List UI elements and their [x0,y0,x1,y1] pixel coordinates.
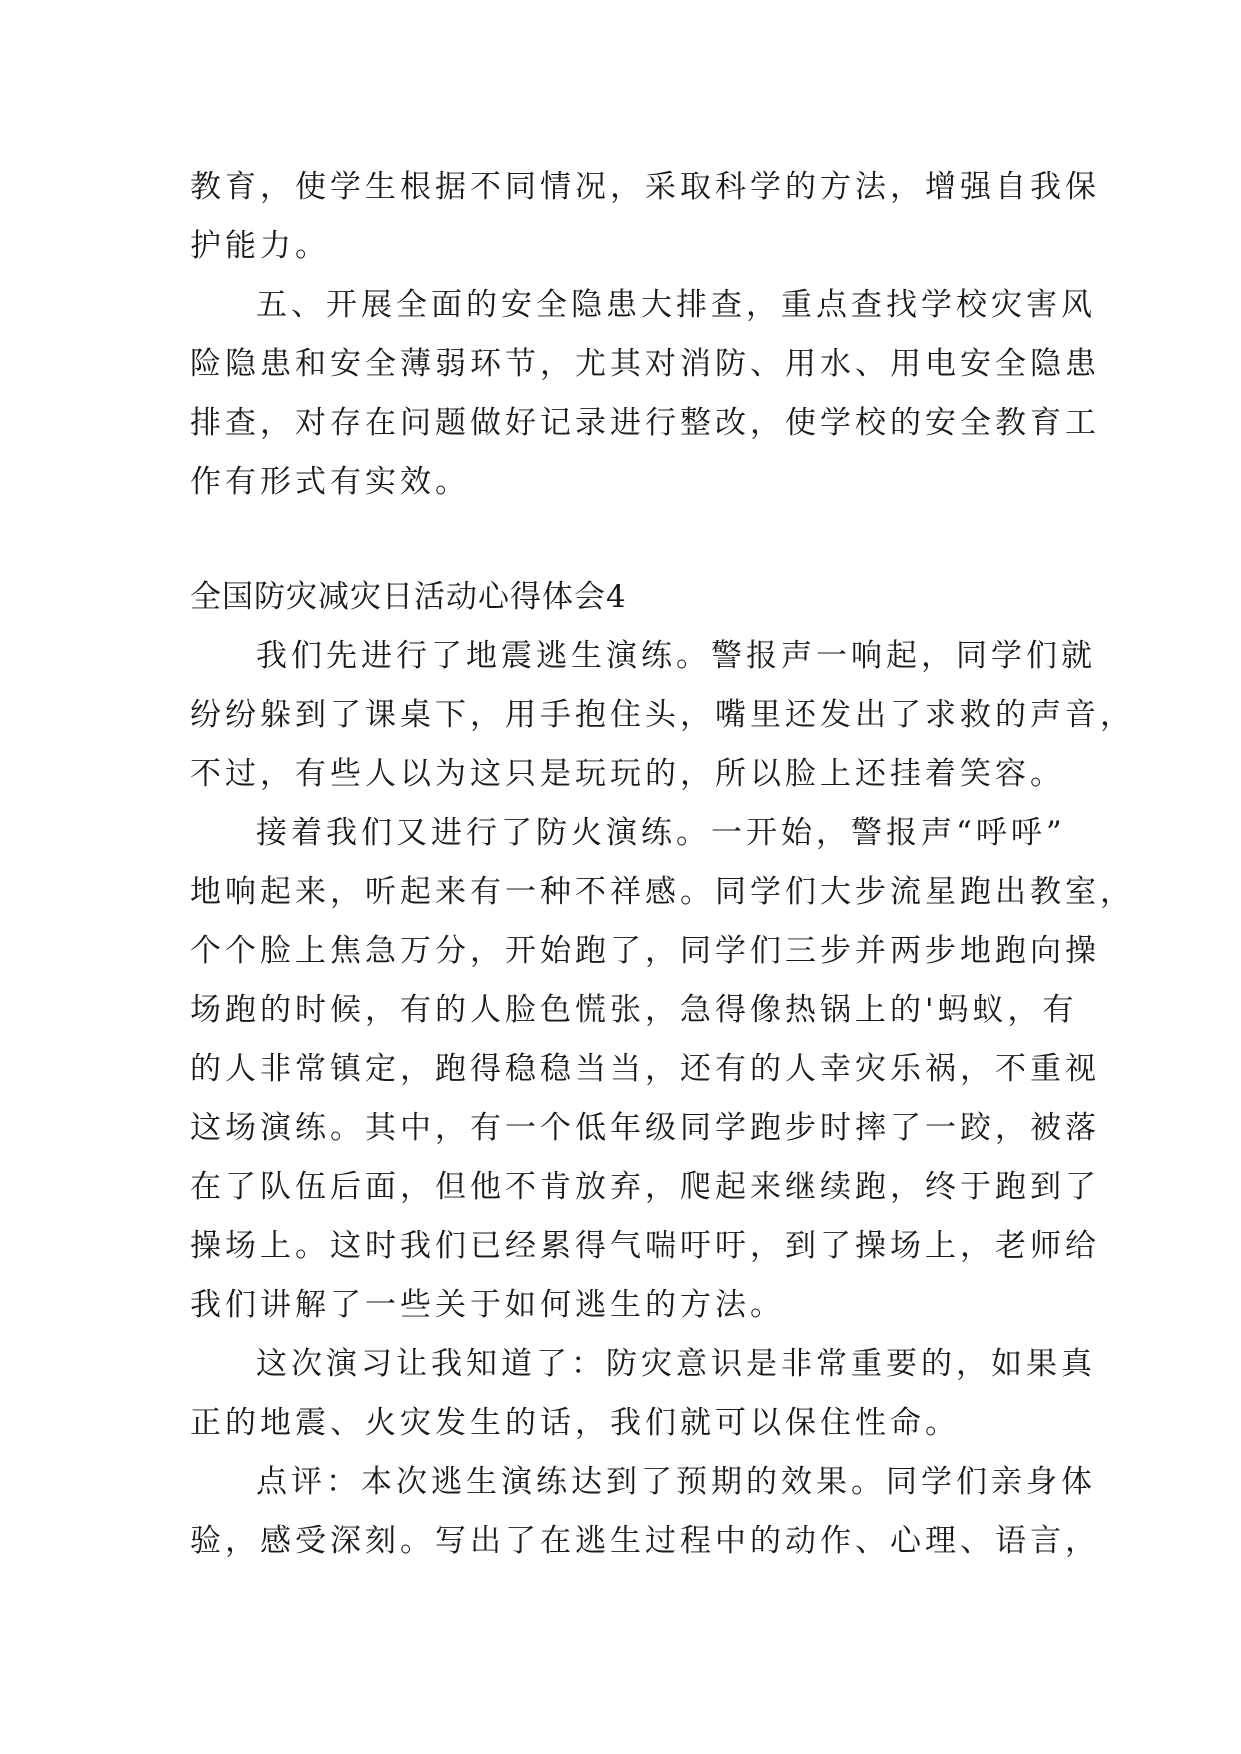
section-heading: 全国防灾减灾日活动心得体会4 [190,579,627,615]
paragraph-continuation [190,158,1100,276]
text-line: 点评：本次逃生演练达到了预期的效果。同学们亲身体 [256,1464,1096,1500]
text-line: 我们先进行了地震逃生演练。警报声一响起，同学们就 [256,638,1096,674]
text-line: 不过，有些人以为这只是玩玩的，所以脸上还挂着笑容。 [190,756,1065,792]
text-line: 这场演练。其中，有一个低年级同学跑步时摔了一跤，被落 [190,1110,1100,1146]
text-line: 地响起来，听起来有一种不祥感。同学们大步流星跑出教室， [190,874,1135,910]
text-line: 接着我们又进行了防火演练。一开始，警报声“呼呼” [256,815,1066,851]
text-line: 排查，对存在问题做好记录进行整改，使学校的安全教育工 [190,405,1100,441]
paragraph-fire-drill [190,804,1135,1335]
text-line: 这次演习让我知道了：防灾意识是非常重要的，如果真 [256,1346,1096,1382]
paragraph-earthquake-drill [190,627,1135,804]
text-line: 操场上。这时我们已经累得气喘吁吁，到了操场上，老师给 [190,1228,1100,1264]
text-line: 纷纷躲到了课桌下，用手抱住头，嘴里还发出了求救的声音， [190,697,1135,733]
text-line: 验，感受深刻。写出了在逃生过程中的动作、心理、语言， [190,1523,1100,1559]
text-line: 个个脸上焦急万分，开始跑了，同学们三步并两步地跑向操 [190,933,1100,969]
paragraph-review [190,1453,1100,1571]
text-line: 护能力。 [190,228,330,264]
text-line: 正的地震、火灾发生的话，我们就可以保住性命。 [190,1405,960,1441]
text-line: 的人非常镇定，跑得稳稳当当，还有的人幸灾乐祸，不重视 [190,1051,1100,1087]
text-line: 作有形式有实效。 [190,464,470,500]
document-body [190,158,1135,1571]
text-line: 教育，使学生根据不同情况，采取科学的方法，增强自我保 [190,169,1100,205]
text-line: 我们讲解了一些关于如何逃生的方法。 [190,1287,785,1323]
paragraph-lesson [190,1335,1096,1453]
text-line: 在了队伍后面，但他不肯放弃，爬起来继续跑，终于跑到了 [190,1169,1100,1205]
text-line: 场跑的时候，有的人脸色慌张，急得像热锅上的'蚂蚁，有 [190,992,1078,1028]
text-line: 五、开展全面的安全隐患大排查，重点查找学校灾害风 [256,287,1096,323]
section-gap [190,512,1060,568]
text-line: 险隐患和安全薄弱环节，尤其对消防、用水、用电安全隐患 [190,346,1100,382]
paragraph-five [190,276,1100,512]
